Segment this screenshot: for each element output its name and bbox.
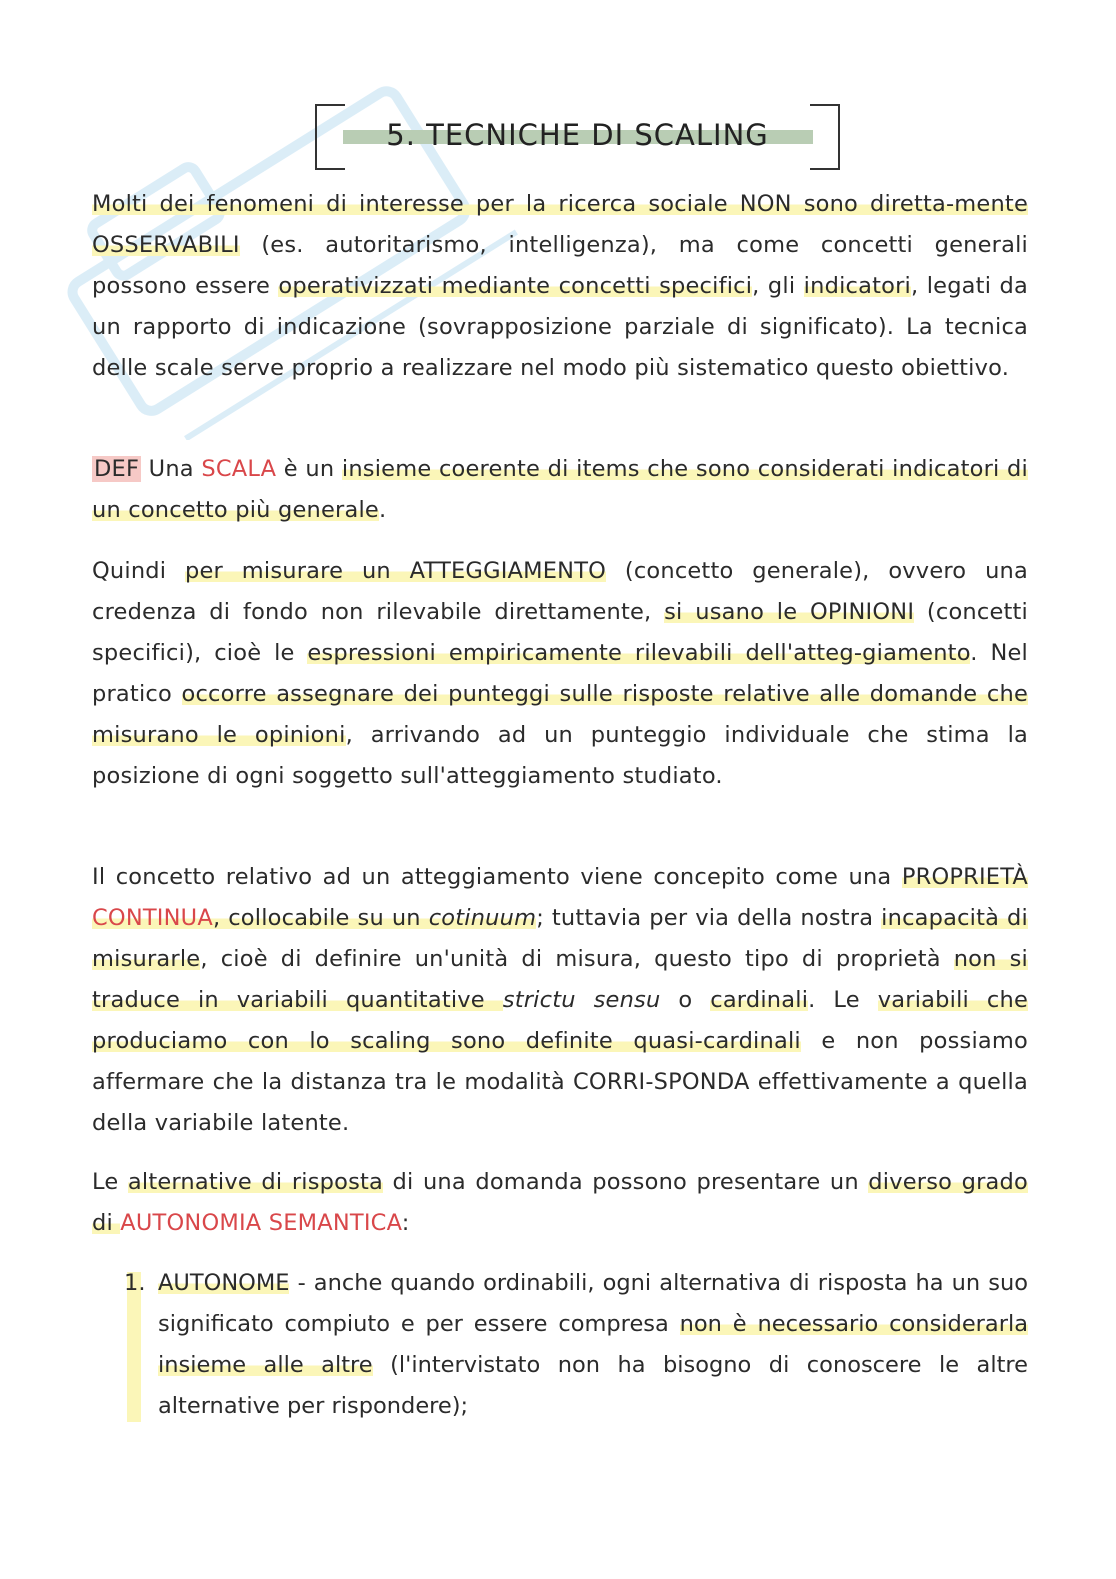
text-run: operativizzati mediante concetti specifici: [278, 273, 753, 299]
text-run: ; tuttavia per via della nostra: [536, 905, 882, 931]
text-run: SCALA: [201, 456, 277, 482]
title-box: [315, 104, 840, 168]
text-run: Le: [92, 1169, 128, 1195]
text-run: strictu sensu: [502, 987, 661, 1013]
text-run: Il concetto relativo ad un atteggiamento viene concepito come una: [92, 864, 902, 890]
text-run: (es. autoritarismo, intelligenza), ma come concetti generali possono essere: [92, 232, 1028, 299]
text-run: , cioè di definire un'unità di misura, questo tipo di proprietà: [200, 946, 954, 972]
def-badge: DEF: [94, 456, 140, 482]
text-run: , legati da un rapporto di indicazione (sovrapposizione parziale di significato). La tecnica delle scale serve proprio a realizzare nel modo più sistematico questo obiettivo.: [92, 273, 1028, 381]
paragraph-1: [92, 184, 1028, 389]
text-run: insieme coerente di items che sono considerati indicatori di un concetto più generale: [92, 456, 1028, 523]
list-item-number: 1.: [124, 1270, 146, 1296]
text-run: variabili che produciamo con lo scaling sono definite quasi-cardinali: [92, 987, 1028, 1054]
text-run: AUTONOME: [158, 1270, 290, 1296]
text-run: CONTINUA: [92, 905, 213, 931]
paragraph-4: [92, 857, 1028, 1144]
text-run: diverso grado di: [92, 1169, 1028, 1236]
text-run: non si traduce in variabili quantitative: [92, 946, 1028, 1013]
paragraph-2: [92, 449, 1028, 531]
text-run: per misurare un ATTEGGIAMENTO: [185, 558, 607, 584]
text-run: AUTONOMIA SEMANTICA: [120, 1210, 402, 1236]
text-run: , gli: [752, 273, 804, 299]
text-run: NON sono diretta-mente OSSERVABILI: [92, 191, 1028, 258]
text-run: (l'intervistato non ha bisogno di conoscere le altre alternative per rispondere);: [158, 1352, 1028, 1419]
text-run: .: [378, 497, 387, 523]
page-title: 5. TECNICHE DI SCALING: [386, 118, 769, 152]
text-run: non è necessario considerarla insieme alle altre: [158, 1311, 1028, 1378]
text-run: :: [401, 1210, 410, 1236]
list-item: [158, 1263, 1028, 1427]
text-run: e non possiamo affermare che la distanza tra le modalità CORRI-SPONDA effettivamente a quella della variabile latente.: [92, 1028, 1028, 1136]
text-run: Quindi: [92, 558, 186, 584]
text-run: (concetti specifici), cioè le: [92, 599, 1028, 666]
text-run: cotinuum: [428, 905, 537, 931]
text-run: indicatori: [803, 273, 911, 299]
text-run: . Nel pratico: [92, 640, 1028, 707]
paragraph-5: [92, 1162, 1028, 1244]
text-run: di una domanda possono presentare un: [383, 1169, 869, 1195]
text-run: cardinali: [710, 987, 809, 1013]
text-run: - anche quando ordinabili, ogni alternativa di risposta ha un suo significato compiuto e per essere compresa: [158, 1270, 1028, 1337]
text-run: . Le: [808, 987, 878, 1013]
text-run: Una: [141, 456, 202, 482]
paragraph-3: [92, 551, 1028, 797]
text-run: occorre assegnare dei punteggi sulle risposte relative alle domande che misurano le opinioni: [92, 681, 1028, 748]
text-run: incapacità di misurarle: [92, 905, 1028, 972]
text-run: espressioni empiricamente rilevabili dell'atteg-giamento: [307, 640, 971, 666]
text-run: , collocabile su un: [212, 905, 429, 931]
text-run: si usano le OPINIONI: [664, 599, 915, 625]
text-run: PROPRIETÀ: [901, 864, 1028, 890]
text-run: alternative di risposta: [127, 1169, 384, 1195]
text-run: Molti dei fenomeni di interesse per la ricerca sociale: [92, 191, 740, 217]
text-run: è un: [276, 456, 342, 482]
text-run: o: [660, 987, 711, 1013]
text-run: (concetto generale), ovvero una credenza di fondo non rilevabile direttamente,: [92, 558, 1028, 625]
text-run: , arrivando ad un punteggio individuale che stima la posizione di ogni soggetto sull'atteggiamento studiato.: [92, 722, 1029, 789]
